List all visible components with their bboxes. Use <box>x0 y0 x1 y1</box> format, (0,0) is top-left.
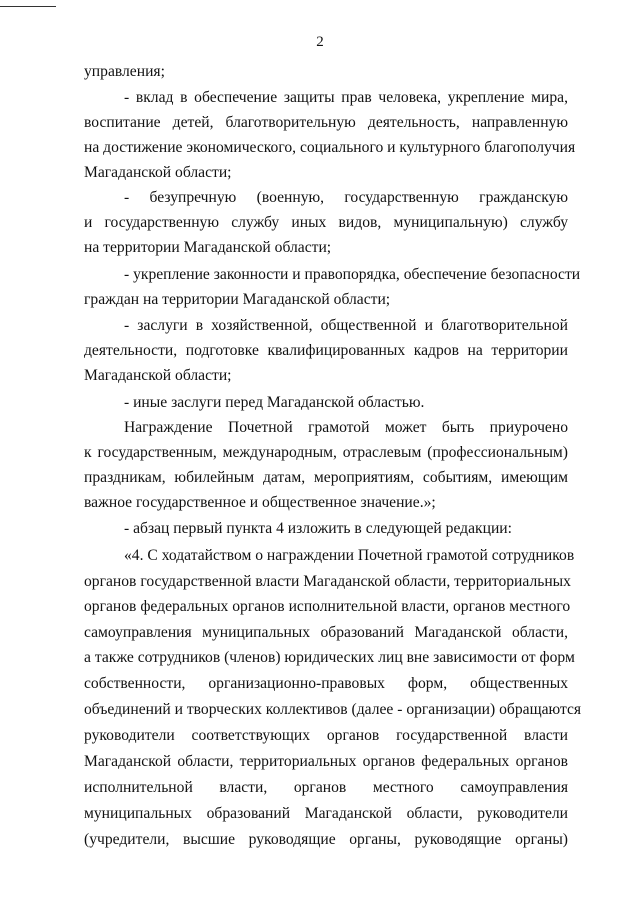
text-line: важное государственное и общественное значение.»; <box>84 494 436 511</box>
text-line: (учредители, высшие руководящие органы, руководящие органы) <box>84 831 568 848</box>
text-line: - иные заслуги перед Магаданской областью. <box>124 394 425 411</box>
text-line: объединений и творческих коллективов (далее - организации) обращаются <box>84 701 582 718</box>
text-line: - вклад в обеспечение защиты прав человека, укрепление мира, <box>124 89 568 106</box>
text-line: а также сотрудников (членов) юридических лиц вне зависимости от форм <box>84 649 575 666</box>
text-line: собственности, организационно-правовых форм, общественных <box>84 675 568 692</box>
text-line: органов государственной власти Магаданской области, территориальных <box>84 573 571 590</box>
text-line: воспитание детей, благотворительную деятельность, направленную <box>84 114 568 131</box>
text-line: Награждение Почетной грамотой может быть приурочено <box>124 419 568 436</box>
text-line: к государственным, международным, отраслевым (профессиональным) <box>84 444 568 461</box>
text-line: Магаданской области; <box>84 164 232 181</box>
header-rule <box>0 6 56 7</box>
text-line: органов федеральных органов исполнительной власти, органов местного <box>84 598 571 615</box>
text-line: - укрепление законности и правопорядка, обеспечение безопасности <box>124 266 581 283</box>
text-line: праздникам, юбилейным датам, мероприятиям, событиям, имеющим <box>84 469 568 486</box>
text-line: и государственную службу иных видов, муниципальную) службу <box>84 214 568 231</box>
text-line: Магаданской области, территориальных органов федеральных органов <box>84 753 568 770</box>
text-line: исполнительной власти, органов местного самоуправления <box>84 779 568 796</box>
text-line: на достижение экономического, социального и культурного благополучия <box>84 139 576 156</box>
page-number: 2 <box>316 34 324 50</box>
text-line: на территории Магаданской области; <box>84 239 332 256</box>
text-line: - безупречную (военную, государственную гражданскую <box>124 189 568 206</box>
text-line: самоуправления муниципальных образований Магаданской области, <box>84 624 568 641</box>
text-line: «4. С ходатайством о награждении Почетной грамотой сотрудников <box>124 547 575 564</box>
text-line: муниципальных образований Магаданской области, руководители <box>84 805 568 822</box>
text-line: - заслуги в хозяйственной, общественной и благотворительной <box>124 317 568 334</box>
text-line: управления; <box>84 63 165 80</box>
text-line: граждан на территории Магаданской области; <box>84 291 391 308</box>
text-line: Магаданской области; <box>84 367 232 384</box>
text-line: деятельности, подготовке квалифицированных кадров на территории <box>84 342 568 359</box>
text-line: - абзац первый пункта 4 изложить в следующей редакции: <box>124 520 512 537</box>
text-line: руководители соответствующих органов государственной власти <box>84 727 568 744</box>
